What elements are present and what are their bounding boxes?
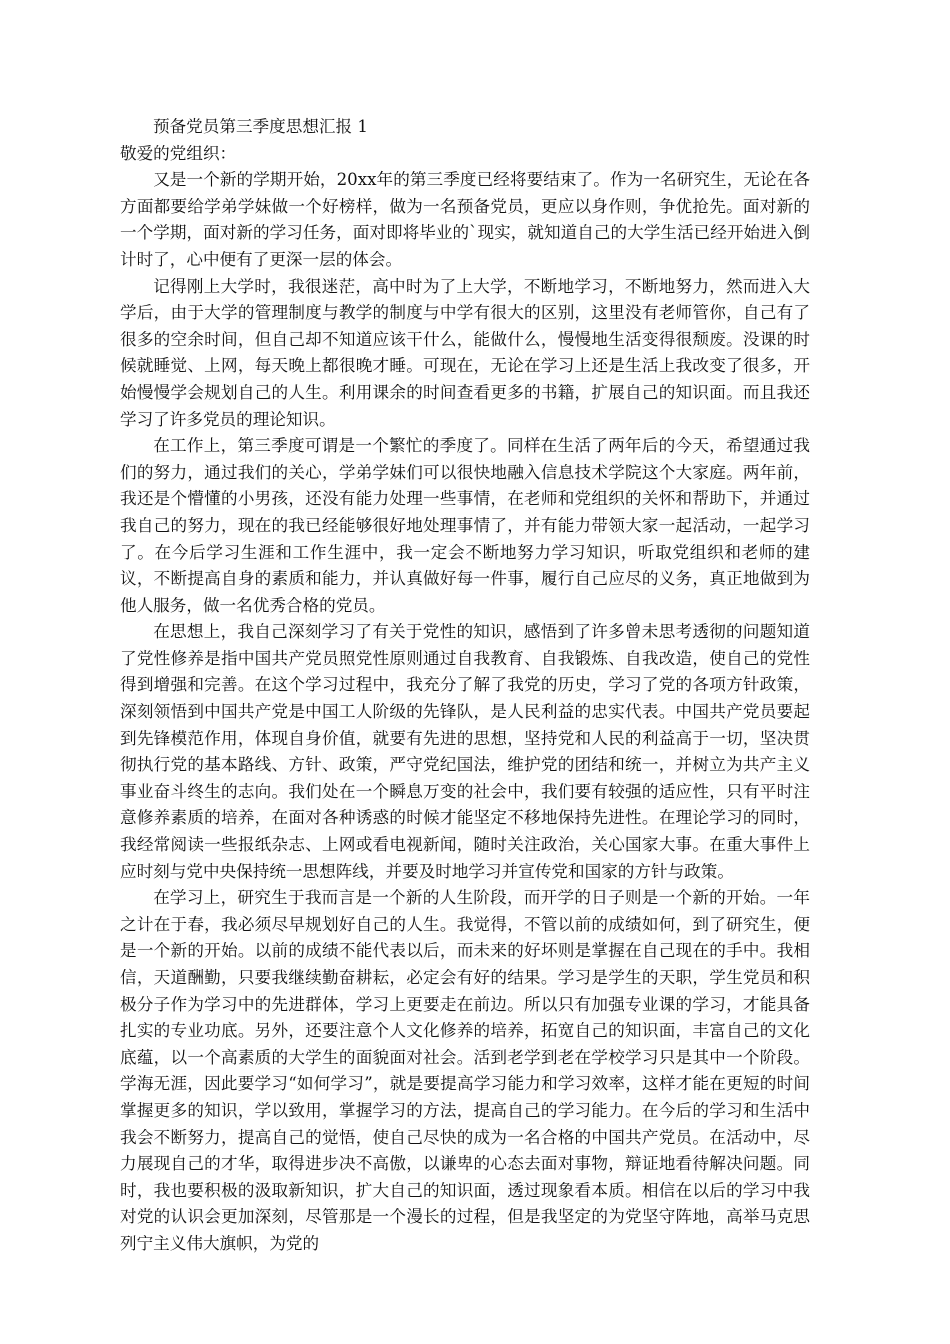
- paragraph-4: 在思想上，我自己深刻学习了有关于党性的知识，感悟到了许多曾未思考透彻的问题知道了党性修养是指中国共产党员照党性原则通过自我教育、自我锻炼、自我改造，使自己的党性得到增强和完善。在这个学习过程中，我充分了解了我党的历史，学习了党的各项方针政策，深刻领悟到中国共产党是中国工人阶级的先锋队，是人民利益的忠实代表。中国共产党员要起到先锋模范作用，体现自身价值，就要有先进的思想，坚持党和人民的利益高于一切，坚决贯彻执行党的基本路线、方针、政策，严守党纪国法，维护党的团结和统一，并树立为共产主义事业奋斗终生的志向。我们处在一个瞬息万变的社会中，我们要有较强的适应性，只有平时注意修养素质的培养，在面对各种诱惑的时候才能坚定不移地保持先进性。在理论学习的同时，我经常阅读一些报纸杂志、上网或看电视新闻，随时关注政治，关心国家大事。在重大事件上应时刻与党中央保持统一思想阵线，并要及时地学习并宣传党和国家的方针与政策。: [120, 622, 810, 881]
- paragraph-5: 在学习上，研究生于我而言是一个新的人生阶段，而开学的日子则是一个新的开始。一年之计在于春，我必须尽早规划好自己的人生。我觉得，不管以前的成绩如何，到了研究生，便是一个新的开始。以前的成绩不能代表以后，而未来的好坏则是掌握在自己现在的手中。我相信，天道酬勤，只要我继续勤奋耕耘，必定会有好的结果。学习是学生的天职，学生党员和积极分子作为学习中的先进群体，学习上更要走在前边。所以只有加强专业课的学习，才能具备扎实的专业功底。另外，还要注意个人文化修养的培养，拓宽自己的知识面，丰富自己的文化底蕴，以一个高素质的大学生的面貌面对社会。活到老学到老在学校学习只是其中一个阶段。学海无涯，因此要学习“如何学习”，就是要提高学习能力和学习效率，这样才能在更短的时间掌握更多的知识，学以致用，掌握学习的方法，提高自己的学习能力。在今后的学习和生活中我会不断努力，提高自己的觉悟，使自己尽快的成为一名合格的中国共产党员。在活动中，尽力展现自己的才华，取得进步决不高傲，以谦卑的心态去面对事物，辩证地看待解决问题。同时，我也要积极的汲取新知识，扩大自己的知识面，透过现象看本质。相信在以后的学习中我对党的认识会更加深刻，尽管那是一个漫长的过程，但是我坚定的为党坚守阵地，高举马克思列宁主义伟大旗帜，为党的: [120, 888, 810, 1253]
- paragraph-2: 记得刚上大学时，我很迷茫，高中时为了上大学，不断地学习，不断地努力，然而进入大学后，由于大学的管理制度与教学的制度与中学有很大的区别，这里没有老师管你，自己有了很多的空余时间，但自己却不知道应该干什么，能做什么，慢慢地生活变得很颓废。没课的时候就睡觉、上网，每天晚上都很晚才睡。可现在，无论在学习上还是生活上我改变了很多，开始慢慢学会规划自己的人生。利用课余的时间查看更多的书籍，扩展自己的知识面。而且我还学习了许多党员的理论知识。: [120, 276, 810, 429]
- document-page: [120, 114, 810, 1258]
- paragraph-1: 又是一个新的学期开始，20xx年的第三季度已经将要结束了。作为一名研究生，无论在各方面都要给学弟学妹做一个好榜样，做为一名预备党员，更应以身作则，争优抢先。面对新的一个学期，面对新的学习任务，面对即将毕业的`现实，就知道自己的大学生活已经开始进入倒计时了，心中便有了更深一层的体会。: [120, 170, 810, 269]
- salutation: 敬爱的党组织：: [120, 143, 237, 163]
- document-title: 预备党员第三季度思想汇报 1: [153, 117, 368, 136]
- paragraph-3: 在工作上，第三季度可谓是一个繁忙的季度了。同样在生活了两年后的今天，希望通过我们的努力，通过我们的关心，学弟学妹们可以很快地融入信息技术学院这个大家庭。两年前，我还是个懵懂的小男孩，还没有能力处理一些事情，在老师和党组织的关怀和帮助下，并通过我自己的努力，现在的我已经能够很好地处理事情了，并有能力带领大家一起活动，一起学习了。在今后学习生涯和工作生涯中，我一定会不断地努力学习知识，听取党组织和老师的建议，不断提高自身的素质和能力，并认真做好每一件事，履行自己应尽的义务，真正地做到为他人服务，做一名优秀合格的党员。: [120, 436, 810, 615]
